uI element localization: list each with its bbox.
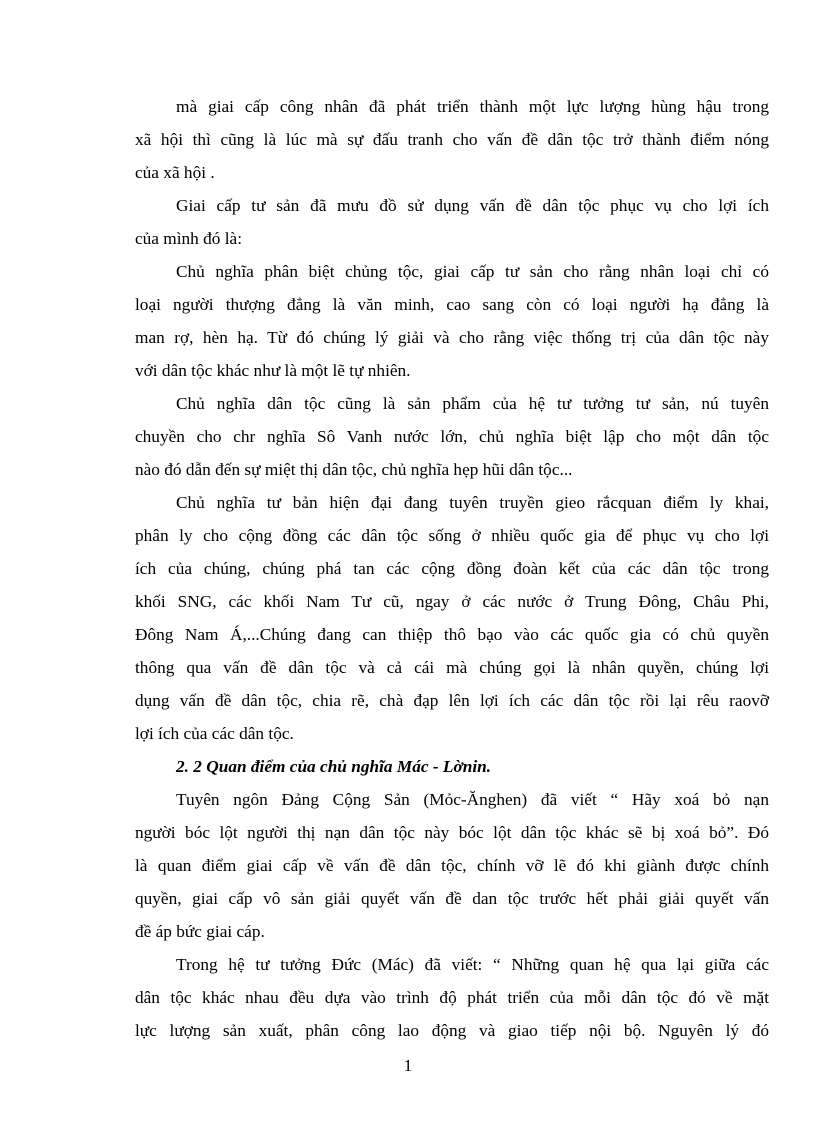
- page-number: 1: [403, 1056, 413, 1075]
- text-line: đề áp bức giai cáp.: [135, 922, 265, 941]
- text-line: lợi ích của các dân tộc.: [135, 724, 294, 743]
- text-line: lực lượng sản xuất, phân công lao động và giao tiếp nội bộ. Nguyên lý đó: [135, 1021, 769, 1040]
- text-line: xã hội thì cũng là lúc mà sự đấu tranh cho vấn đề dân tộc trở thành điểm nóng: [135, 130, 769, 149]
- text-line: mà giai cấp công nhân đã phát triển thành một lực lượng hùng hậu trong: [176, 97, 769, 116]
- text-line: của mình đó là:: [135, 229, 243, 248]
- text-line: loại người thượng đẳng là văn minh, cao sang còn có loại người hạ đẳng là: [135, 295, 769, 314]
- text-line: Giai cấp tư sản đã mưu đồ sử dụng vấn đề dân tộc phục vụ cho lợi ích: [176, 196, 769, 215]
- text-line: Trong hệ tư tưởng Đức (Mác) đã viết: “ Những quan hệ qua lại giữa các: [176, 955, 769, 974]
- text-line: nào đó dẫn đến sự miệt thị dân tộc, chủ nghĩa hẹp hũi dân tộc...: [135, 460, 573, 479]
- text-line: dân tộc khác nhau đều dựa vào trình độ phát triển của mỗi dân tộc đó về mặt: [135, 988, 769, 1007]
- text-line: Đông Nam Á,...Chúng đang can thiệp thô bạo vào các quốc gia có chủ quyền: [135, 625, 769, 644]
- text-line: dụng vấn đề dân tộc, chia rẽ, chà đạp lên lợi ích các dân tộc rồi lại rêu raovỡ: [135, 691, 769, 710]
- text-line: Chủ nghĩa tư bản hiện đại đang tuyên truyền gieo rắcquan điểm ly khai,: [176, 493, 769, 512]
- section-heading: 2. 2 Quan điểm của chủ nghĩa Mác - Lờnin.: [176, 757, 492, 776]
- text-line: phân ly cho cộng đồng các dân tộc sống ở nhiều quốc gia để phục vụ cho lợi: [135, 526, 769, 545]
- text-line: người bóc lột người thị nạn dân tộc này bóc lột dân tộc khác sẽ bị xoá bỏ”. Đó: [135, 823, 769, 842]
- text-line: Chủ nghĩa phân biệt chủng tộc, giai cấp tư sản cho rằng nhân loại chỉ có: [176, 262, 769, 281]
- text-line: là quan điểm giai cấp về vấn đề dân tộc, chính vỡ lẽ đó khi giành được chính: [135, 856, 769, 875]
- text-line: của xã hội .: [135, 163, 215, 182]
- text-line: Chủ nghĩa dân tộc cũng là sản phẩm của hệ tư tưởng tư sản, nú tuyên: [176, 394, 769, 413]
- text-line: thông qua vấn đề dân tộc và cả cái mà chúng gọi là nhân quyền, chúng lợi: [135, 658, 769, 677]
- text-line: ích của chúng, chúng phá tan các cộng đồng đoàn kết của các dân tộc trong: [135, 559, 769, 578]
- text-line: với dân tộc khác như là một lẽ tự nhiên.: [135, 361, 411, 380]
- text-line: chuyền cho chr nghĩa Sô Vanh nước lớn, chủ nghĩa biệt lập cho một dân tộc: [135, 427, 769, 446]
- text-line: Tuyên ngôn Đảng Cộng Sản (Mỏc-Ănghen) đã viết “ Hãy xoá bỏ nạn: [176, 790, 769, 809]
- text-line: man rợ, hèn hạ. Từ đó chúng lý giải và cho rằng việc thống trị của dân tộc này: [135, 328, 769, 347]
- text-line: khối SNG, các khối Nam Tư cũ, ngay ở các nước ở Trung Đông, Châu Phi,: [135, 592, 769, 611]
- text-line: quyền, giai cấp vô sản giải quyết vấn đề dan tộc trước hết phải giải quyết vấn: [135, 889, 769, 908]
